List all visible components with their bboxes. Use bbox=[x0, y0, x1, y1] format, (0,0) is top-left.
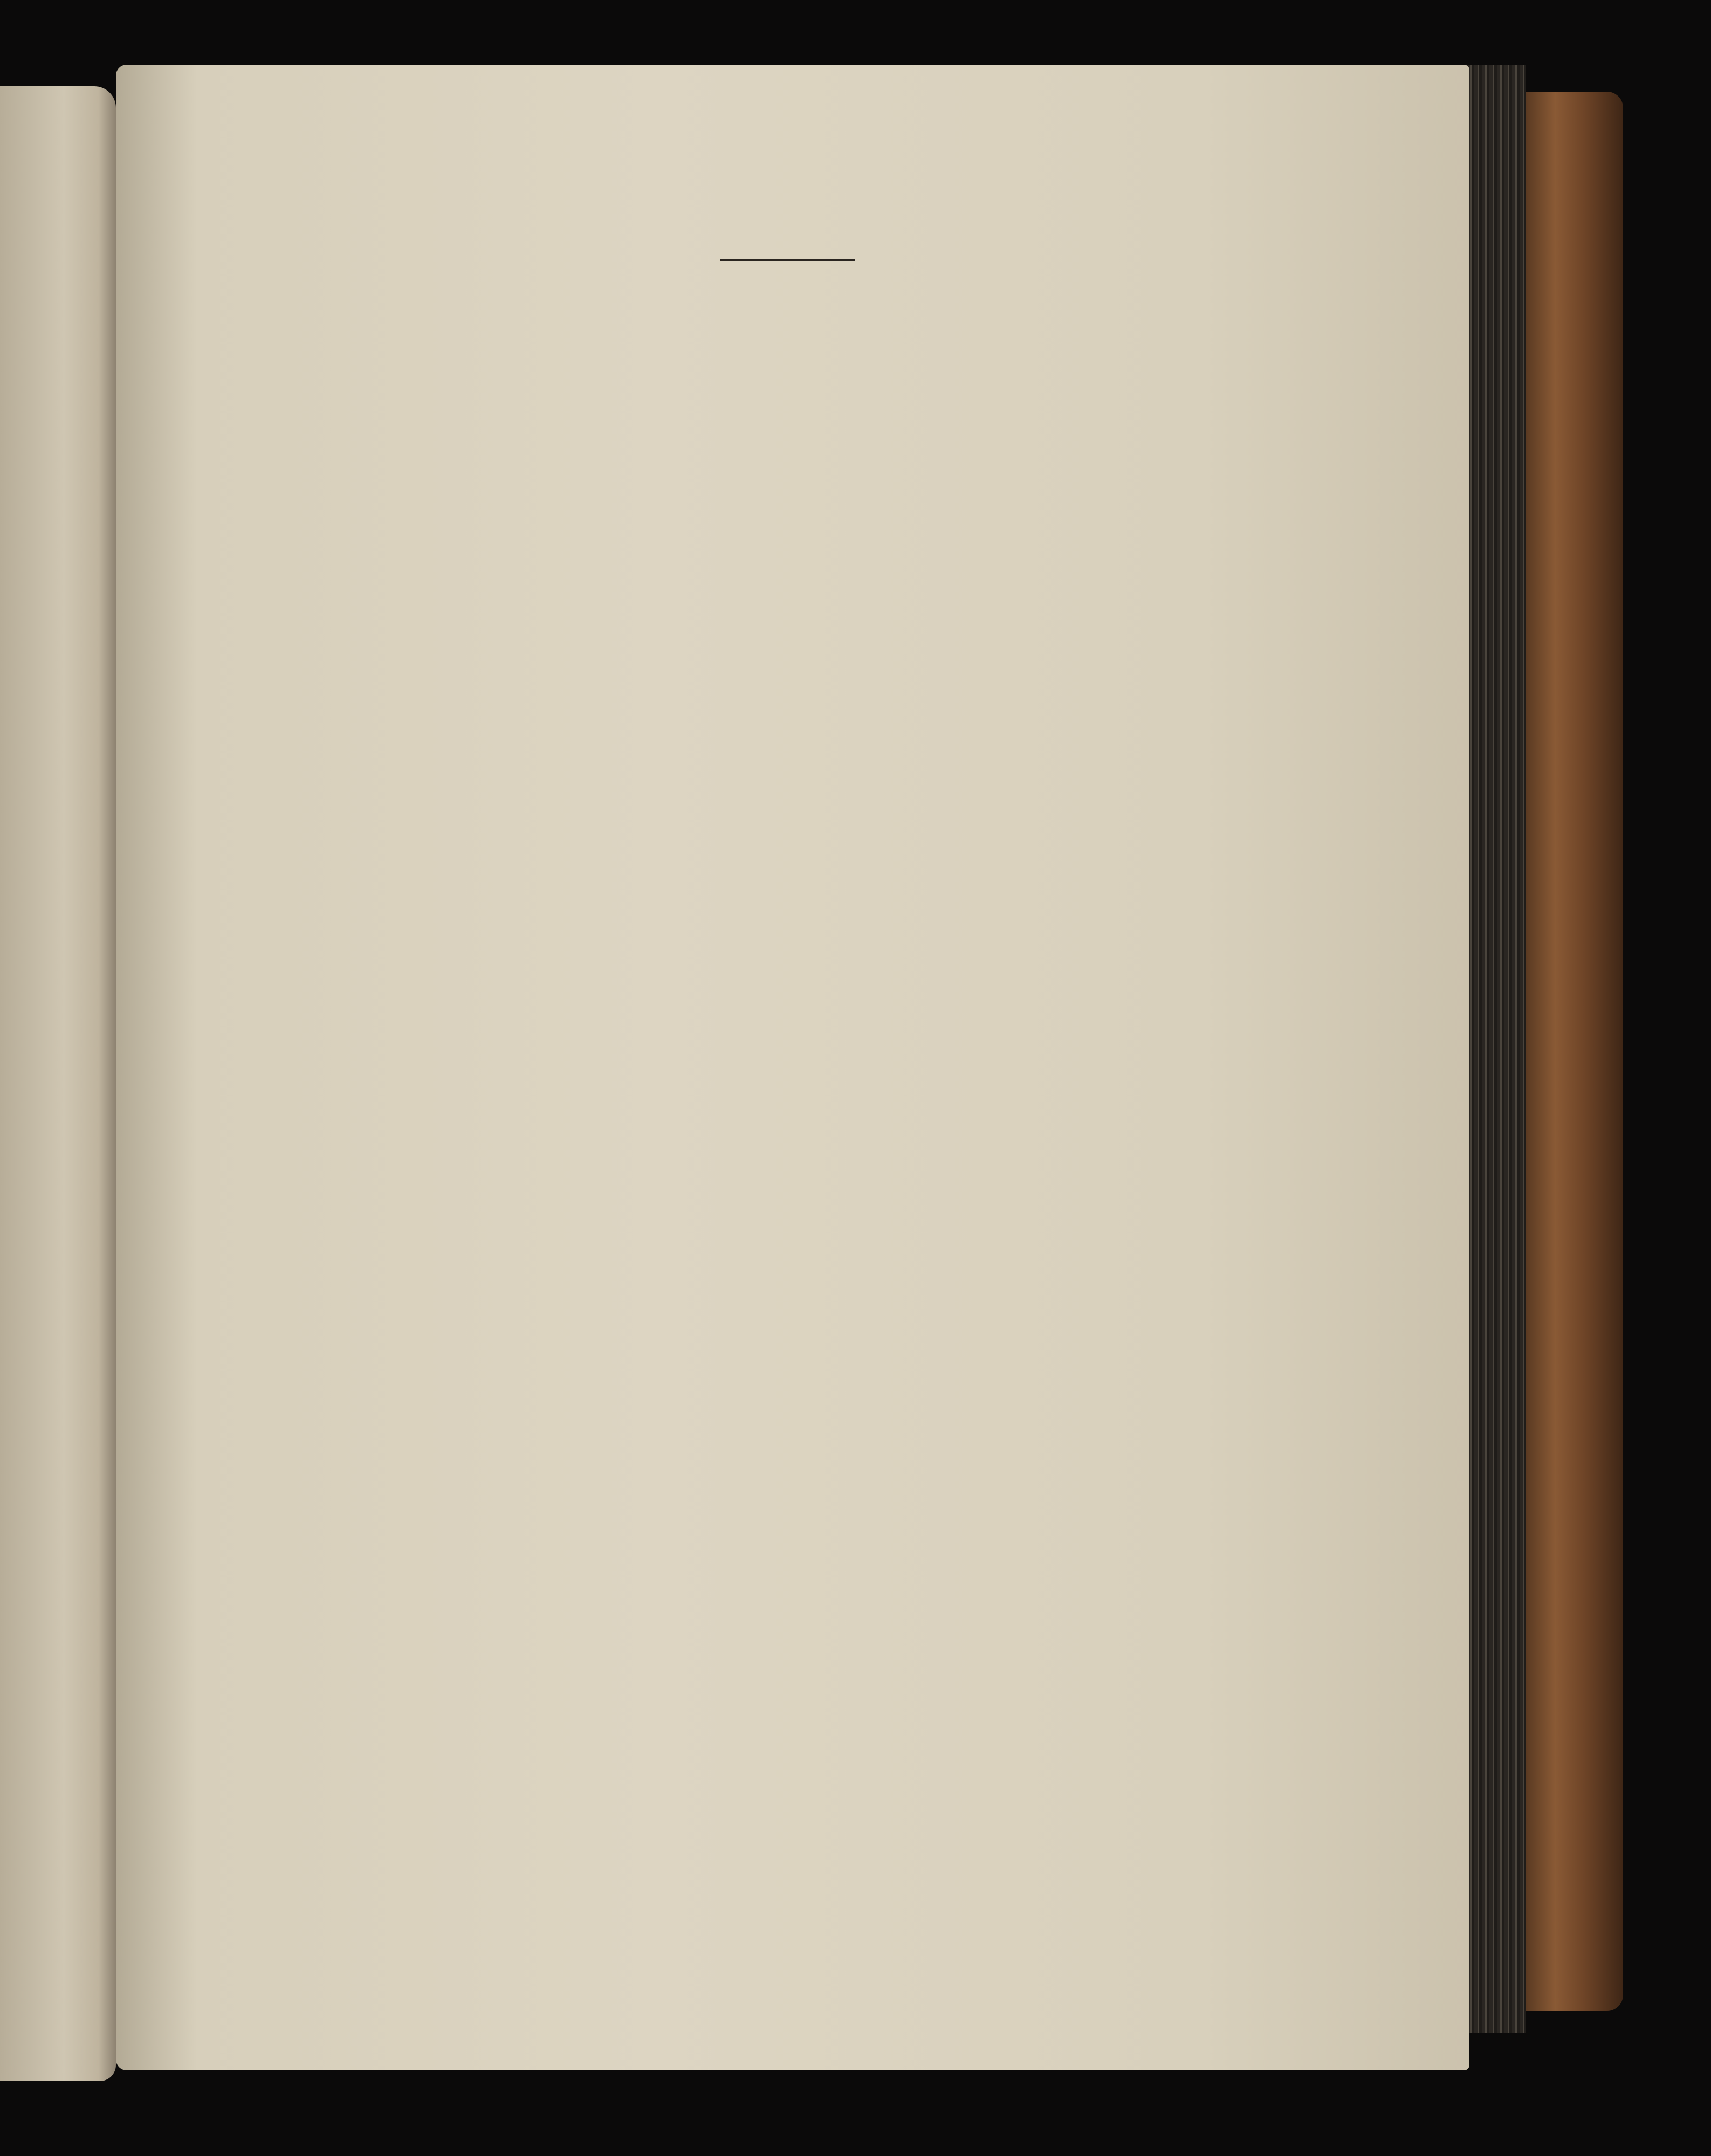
book-page-edges bbox=[1467, 65, 1526, 2033]
page-text-area bbox=[224, 189, 1351, 315]
section-divider bbox=[720, 259, 855, 261]
book-cover-edge bbox=[1526, 92, 1623, 2011]
main-page bbox=[116, 65, 1469, 2070]
left-page-fragment bbox=[0, 86, 116, 2081]
